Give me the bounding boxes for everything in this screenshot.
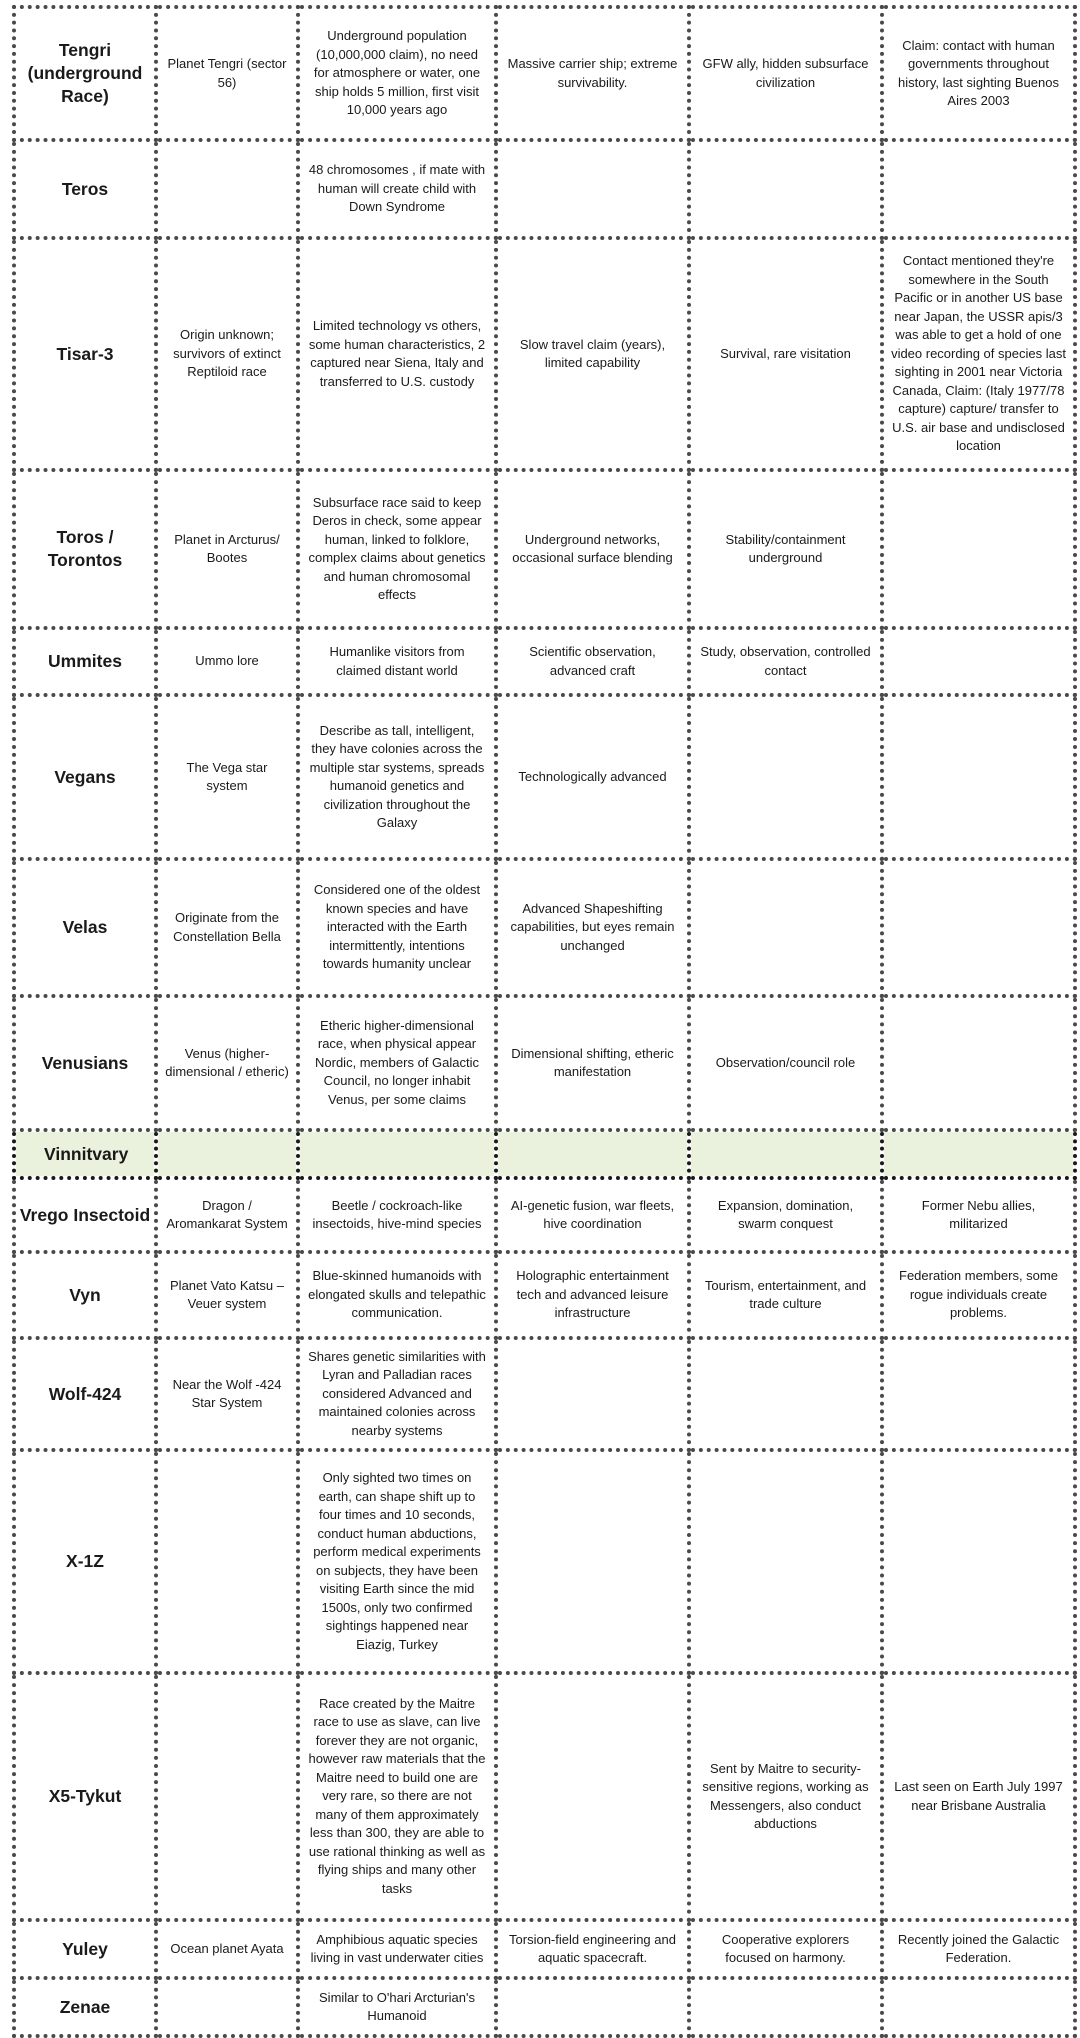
notes-cell — [882, 1450, 1075, 1673]
notes-cell — [882, 140, 1075, 238]
species-name-cell: Zenae — [14, 1978, 156, 2036]
technology-cell: Technologically advanced — [496, 695, 689, 859]
motive-cell: GFW ally, hidden subsurface civilization — [689, 7, 882, 140]
table-row — [14, 1338, 1075, 1450]
origin-cell: Planet Vato Katsu – Veuer system — [156, 1252, 298, 1338]
description-cell: Limited technology vs others, some human characteristics, 2 captured near Siena, Italy and transferred to U.S. custody — [298, 238, 496, 470]
table-row — [14, 1252, 1075, 1338]
species-table — [12, 5, 1077, 2038]
technology-cell: Scientific observation, advanced craft — [496, 628, 689, 695]
technology-cell — [496, 1673, 689, 1920]
origin-cell — [156, 140, 298, 238]
notes-cell: Recently joined the Galactic Federation. — [882, 1920, 1075, 1978]
origin-cell — [156, 1978, 298, 2036]
table-row — [14, 628, 1075, 695]
description-cell: Underground population (10,000,000 claim), no need for atmosphere or water, one ship holds 5 million, first visit 10,000 years ago — [298, 7, 496, 140]
table-row — [14, 996, 1075, 1130]
technology-cell: AI-genetic fusion, war fleets, hive coordination — [496, 1178, 689, 1252]
motive-cell: Tourism, entertainment, and trade culture — [689, 1252, 882, 1338]
technology-cell — [496, 1450, 689, 1673]
origin-cell: Origin unknown; survivors of extinct Reptiloid race — [156, 238, 298, 470]
description-cell: Shares genetic similarities with Lyran and Palladian races considered Advanced and maintained colonies across nearby systems — [298, 1338, 496, 1450]
motive-cell: Sent by Maitre to security-sensitive regions, working as Messengers, also conduct abductions — [689, 1673, 882, 1920]
origin-cell: Planet Tengri (sector 56) — [156, 7, 298, 140]
description-cell: Race created by the Maitre race to use as slave, can live forever they are not organic, however raw materials that the Maitre need to build one are very rare, so there are not many of them approximately less than 300, they are able to use rational thinking as well as flying ships and many other tasks — [298, 1673, 496, 1920]
species-name-cell: Toros / Torontos — [14, 470, 156, 628]
species-name-cell: Tengri (underground Race) — [14, 7, 156, 140]
technology-cell: Dimensional shifting, etheric manifestation — [496, 996, 689, 1130]
origin-cell: Planet in Arcturus/ Bootes — [156, 470, 298, 628]
description-cell: Humanlike visitors from claimed distant world — [298, 628, 496, 695]
species-name-cell: Ummites — [14, 628, 156, 695]
species-name-cell: Vegans — [14, 695, 156, 859]
technology-cell — [496, 140, 689, 238]
motive-cell: Stability/containment underground — [689, 470, 882, 628]
origin-cell: Ocean planet Ayata — [156, 1920, 298, 1978]
notes-cell — [882, 1130, 1075, 1178]
table-row — [14, 140, 1075, 238]
motive-cell — [689, 1338, 882, 1450]
notes-cell: Former Nebu allies, militarized — [882, 1178, 1075, 1252]
table-row — [14, 695, 1075, 859]
species-name-cell: Teros — [14, 140, 156, 238]
notes-cell: Federation members, some rogue individuals create problems. — [882, 1252, 1075, 1338]
notes-cell: Contact mentioned they're somewhere in the South Pacific or in another US base near Japan, the USSR apis/3 was able to get a hold of one video recording of species last sighting in 2001 near Victoria Canada, Claim: (Italy 1977/78 capture) capture/ transfer to U.S. air base and undisclosed location — [882, 238, 1075, 470]
motive-cell — [689, 859, 882, 996]
notes-cell — [882, 996, 1075, 1130]
technology-cell: Massive carrier ship; extreme survivability. — [496, 7, 689, 140]
species-name-cell: Vyn — [14, 1252, 156, 1338]
description-cell: Etheric higher-dimensional race, when physical appear Nordic, members of Galactic Council, no longer inhabit Venus, per some claims — [298, 996, 496, 1130]
notes-cell: Claim: contact with human governments throughout history, last sighting Buenos Aires 2003 — [882, 7, 1075, 140]
table-row — [14, 859, 1075, 996]
description-cell: Considered one of the oldest known species and have interacted with the Earth intermittently, intentions towards humanity unclear — [298, 859, 496, 996]
species-table-body — [14, 7, 1075, 2036]
technology-cell: Torsion-field engineering and aquatic spacecraft. — [496, 1920, 689, 1978]
motive-cell — [689, 1978, 882, 2036]
origin-cell: Originate from the Constellation Bella — [156, 859, 298, 996]
motive-cell: Expansion, domination, swarm conquest — [689, 1178, 882, 1252]
origin-cell: Dragon / Aromankarat System — [156, 1178, 298, 1252]
description-cell: Only sighted two times on earth, can shape shift up to four times and 10 seconds, conduct human abductions, perform medical experiments on subjects, they have been visiting Earth since the mid 1500s, only two confirmed sightings happened near Eiazig, Turkey — [298, 1450, 496, 1673]
table-row — [14, 1450, 1075, 1673]
notes-cell — [882, 470, 1075, 628]
origin-cell: Ummo lore — [156, 628, 298, 695]
table-row — [14, 1920, 1075, 1978]
description-cell: Beetle / cockroach-like insectoids, hive-mind species — [298, 1178, 496, 1252]
table-row — [14, 1978, 1075, 2036]
description-cell: Amphibious aquatic species living in vast underwater cities — [298, 1920, 496, 1978]
species-name-cell: Vrego Insectoid — [14, 1178, 156, 1252]
motive-cell: Survival, rare visitation — [689, 238, 882, 470]
table-row — [14, 1178, 1075, 1252]
origin-cell — [156, 1450, 298, 1673]
technology-cell — [496, 1978, 689, 2036]
description-cell — [298, 1130, 496, 1178]
technology-cell: Holographic entertainment tech and advanced leisure infrastructure — [496, 1252, 689, 1338]
table-row — [14, 470, 1075, 628]
notes-cell — [882, 695, 1075, 859]
notes-cell — [882, 628, 1075, 695]
notes-cell — [882, 1338, 1075, 1450]
origin-cell: The Vega star system — [156, 695, 298, 859]
species-name-cell: Tisar-3 — [14, 238, 156, 470]
table-row — [14, 1130, 1075, 1178]
species-name-cell: Vinnitvary — [14, 1130, 156, 1178]
species-name-cell: Velas — [14, 859, 156, 996]
technology-cell: Advanced Shapeshifting capabilities, but eyes remain unchanged — [496, 859, 689, 996]
motive-cell: Study, observation, controlled contact — [689, 628, 882, 695]
notes-cell: Last seen on Earth July 1997 near Brisbane Australia — [882, 1673, 1075, 1920]
technology-cell — [496, 1130, 689, 1178]
motive-cell — [689, 695, 882, 859]
species-name-cell: X5-Tykut — [14, 1673, 156, 1920]
technology-cell: Slow travel claim (years), limited capability — [496, 238, 689, 470]
motive-cell — [689, 1130, 882, 1178]
description-cell: Subsurface race said to keep Deros in check, some appear human, linked to folklore, complex claims about genetics and human chromosomal effects — [298, 470, 496, 628]
description-cell: Blue-skinned humanoids with elongated skulls and telepathic communication. — [298, 1252, 496, 1338]
motive-cell: Cooperative explorers focused on harmony. — [689, 1920, 882, 1978]
notes-cell — [882, 1978, 1075, 2036]
species-name-cell: Wolf-424 — [14, 1338, 156, 1450]
table-row — [14, 7, 1075, 140]
table-row — [14, 1673, 1075, 1920]
notes-cell — [882, 859, 1075, 996]
table-row — [14, 238, 1075, 470]
origin-cell — [156, 1673, 298, 1920]
technology-cell: Underground networks, occasional surface blending — [496, 470, 689, 628]
origin-cell: Near the Wolf -424 Star System — [156, 1338, 298, 1450]
motive-cell — [689, 1450, 882, 1673]
origin-cell — [156, 1130, 298, 1178]
technology-cell — [496, 1338, 689, 1450]
description-cell: Similar to O'hari Arcturian's Humanoid — [298, 1978, 496, 2036]
species-name-cell: Yuley — [14, 1920, 156, 1978]
description-cell: Describe as tall, intelligent, they have colonies across the multiple star systems, spreads humanoid genetics and civilization throughout the Galaxy — [298, 695, 496, 859]
motive-cell — [689, 140, 882, 238]
origin-cell: Venus (higher-dimensional / etheric) — [156, 996, 298, 1130]
description-cell: 48 chromosomes , if mate with human will create child with Down Syndrome — [298, 140, 496, 238]
motive-cell: Observation/council role — [689, 996, 882, 1130]
species-name-cell: Venusians — [14, 996, 156, 1130]
species-name-cell: X-1Z — [14, 1450, 156, 1673]
